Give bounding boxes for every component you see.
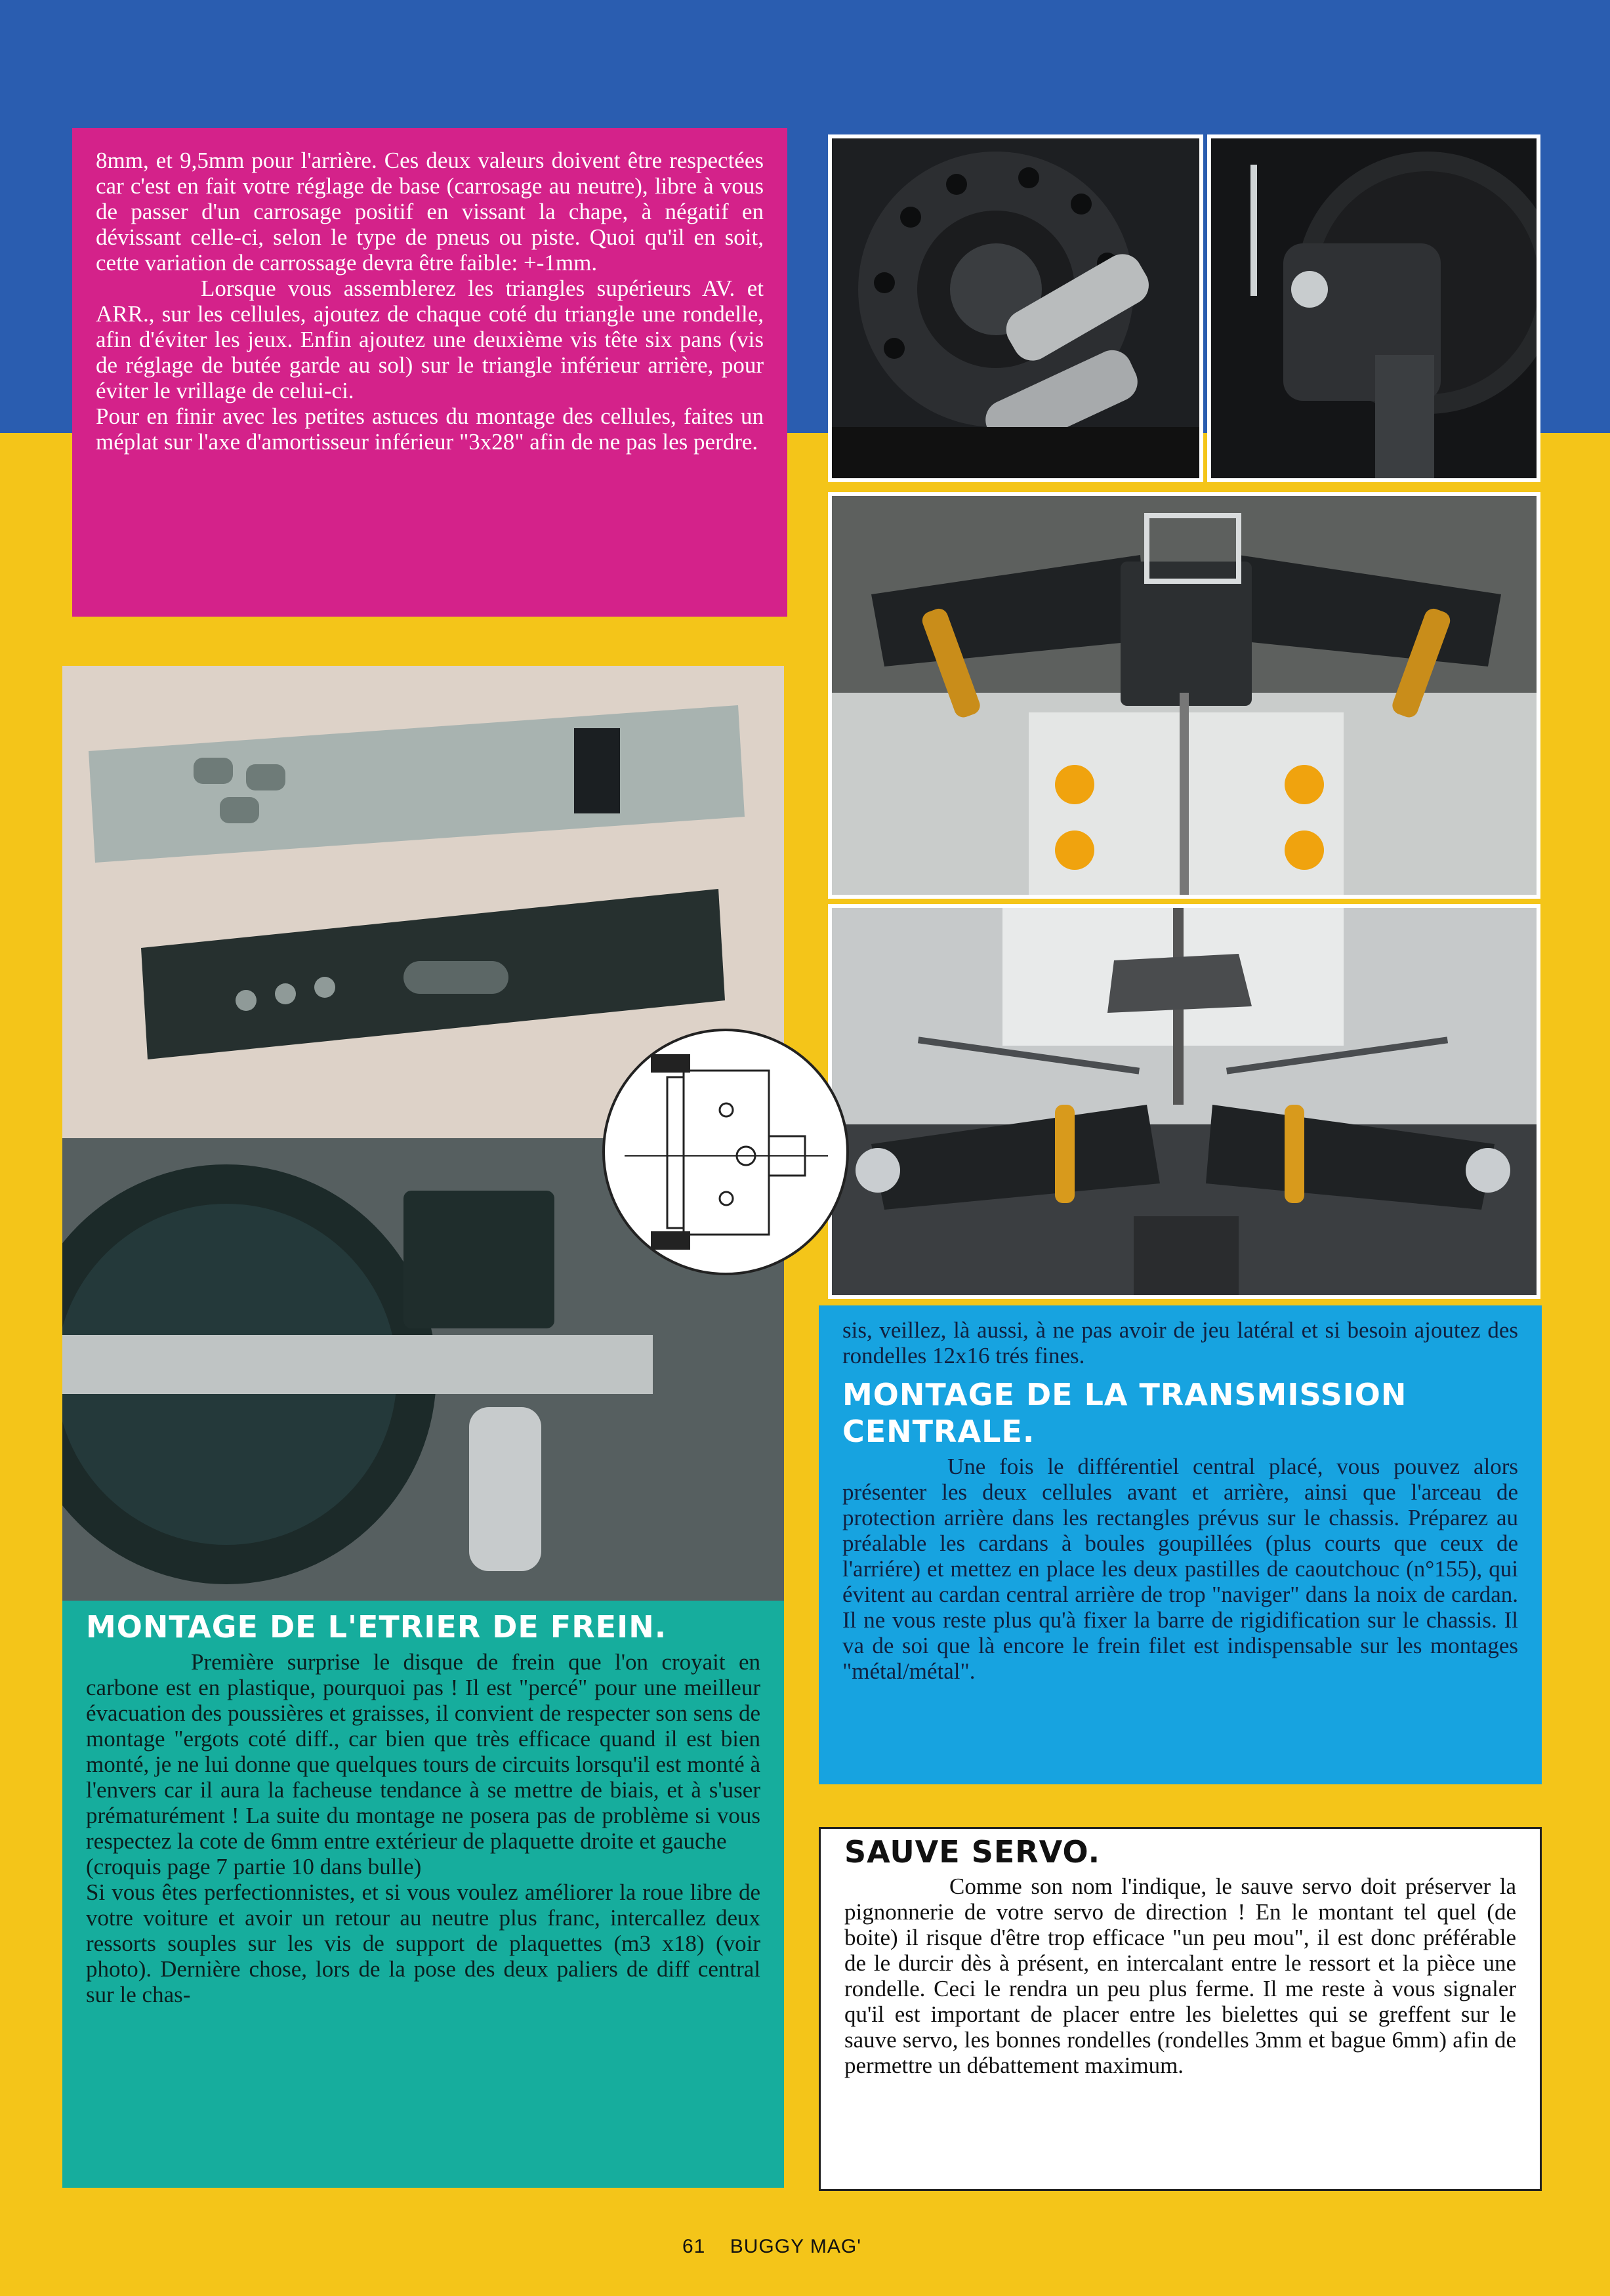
page-number: 61	[682, 2236, 706, 2257]
page-footer	[682, 2236, 861, 2258]
photo-central-diff	[1207, 134, 1540, 482]
cyan-text-box	[819, 1305, 1542, 1784]
photo-rear-cell	[828, 904, 1540, 1299]
photo-front-cell	[828, 492, 1540, 899]
front-cell-illustration	[832, 496, 1537, 895]
teal-paragraph-2: (croquis page 7 partie 10 dans bulle)	[86, 1854, 422, 1879]
caliper-sketch-drawing	[605, 1031, 846, 1273]
teal-paragraph-1: Première surprise le disque de frein que l'on croyait en carbone est en plastique, pourquoi pas ! Il est "percé" pour une meilleur évacuation des poussières et graisses, il convient de respecter son sens de montage "ergots coté diff., car bien que très efficace quand il est bien monté, je ne lui donne que quelques tours de circuits lorsqu'il est monté à l'envers car il aura la facheuse tendance à se mettre de biais, et à s'user prématurément ! La suite du montage ne posera pas de problème si vous respectez la cote de 6mm entre extérieur de plaquette droite et gauche	[86, 1649, 760, 1854]
cyan-paragraph: Une fois le différentiel central placé, vous pouvez alors présenter les deux cellules avant et arrière, ainsi que l'arceau de protection arrière dans les rectangles prévus sur le chassis. Préparez au préalable les cardans à boules goupillées (plus courts que ceux de l'arriére) et mettez en place les deux pastilles de caoutchouc (n°155), qui évitent au cardan central arrière de trop "naviger" dans la noix de cardan. Il ne vous reste plus qu'à fixer la barre de rigidification sur le chassis. Il va de soi que là encore le frein filet est indispensable sur les montages "métal/métal".	[842, 1454, 1518, 1684]
central-transmission-heading: MONTAGE DE LA TRANSMISSION CENTRALE.	[842, 1377, 1407, 1449]
brake-caliper-sketch	[602, 1029, 849, 1275]
magenta-body	[96, 148, 764, 455]
magazine-name: BUGGY MAG'	[730, 2236, 861, 2257]
teal-text-box	[62, 1601, 784, 2188]
teal-paragraph-3: Si vous êtes perfectionnistes, et si vous voulez améliorer la roue libre de votre voiture et avoir un retour au neutre plus franc, intercallez deux ressorts souples sur les vis de support de plaquettes (m3 x18) (voir photo). Dernière chose, lors de la pose des deux paliers de diff central sur le chas-	[86, 1879, 760, 2007]
teal-body	[86, 1649, 760, 2007]
servo-saver-heading: SAUVE SERVO.	[844, 1834, 1101, 1870]
magenta-paragraph-1: 8mm, et 9,5mm pour l'arrière. Ces deux valeurs doivent être respectées car c'est en fait votre réglage de base (carrosage au neutre), libre à vous de passer d'un carrosage positif en vissant la chape, à négatif en dévissant celle-ci, selon le type de pneus ou piste. Quoi qu'il en soit, cette variation de carrossage devra être faible: +-1mm.	[96, 148, 764, 276]
photo-brake-mount	[828, 134, 1203, 482]
brake-caliper-heading: MONTAGE DE L'ETRIER DE FREIN.	[86, 1609, 667, 1645]
magenta-paragraph-2: Lorsque vous assemblerez les triangles supérieurs AV. et ARR., sur les cellules, ajoutez de chaque coté du triangle une rondelle, afin d'éviter les jeux. Enfin ajoutez une deuxième vis tête six pans (vis de réglage de butée garde au sol) sur le triangle inférieur arrière, pour éviter le vrillage de celui-ci.	[96, 276, 764, 403]
white-text-box	[819, 1827, 1542, 2191]
magenta-paragraph-3: Pour en finir avec les petites astuces du montage des cellules, faites un méplat sur l'axe d'amortisseur inférieur "3x28" afin de ne pas les perdre.	[96, 403, 764, 455]
central-diff-illustration	[1211, 138, 1537, 478]
rear-cell-illustration	[832, 908, 1537, 1295]
cyan-lead: sis, veillez, là aussi, à ne pas avoir de jeu latéral et si besoin ajoutez des rondelles 12x16 trés fines.	[842, 1317, 1518, 1368]
white-paragraph: Comme son nom l'indique, le sauve servo doit préserver la pignonnerie de votre servo de direction ! En le montant tel quel (de boite) il risque d'être trop efficace "un peu mou", il est donc préférable de le durcir dès à présent, en intercalant entre le ressort et la pièce une rondelle. Ceci le rendra un peu plus ferme. Il me reste à vous signaler qu'il est important de placer entre les bielettes qui se greffent sur le sauve servo, les bonnes rondelles (rondelles 3mm et bague 6mm) afin de permettre un débattement maximum.	[844, 1874, 1516, 2078]
magenta-text-box	[72, 128, 787, 617]
brake-mount-illustration	[832, 138, 1199, 478]
